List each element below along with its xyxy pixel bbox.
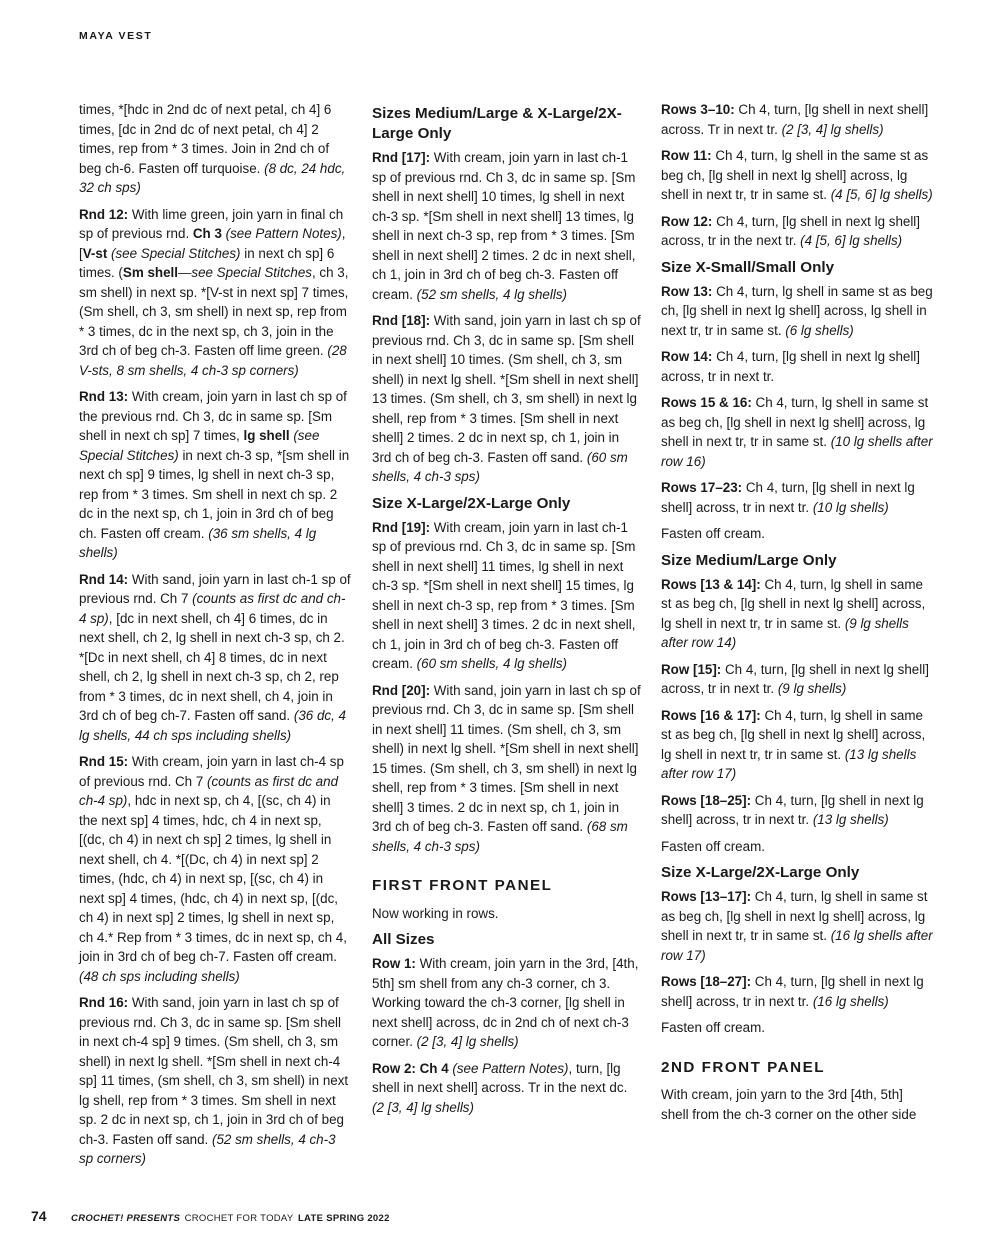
section-subheading: Size Medium/Large Only (661, 551, 837, 569)
issue-label: LATE SPRING 2022 (297, 1213, 390, 1224)
instruction-text: With sand, join yarn in last ch sp of previous rnd. Ch 3, dc in same sp. [Sm shell in next ch-4 sp] 9 times. (Sm shell, ch 3, sm shell) in next lg shell. *[Sm shell in next ch-4 sp] 11 times, (sm shell, ch 3, sm shell) in next lg shell, rep from * 3 times. Sm shell in next sp. 2 dc in next sp, ch 1, join in 3rd ch of beg ch-3. Fasten off sand. (79, 995, 349, 1147)
instruction-text: Ch 4, turn, [lg shell in next lg shell] across, tr in the next tr. (661, 213, 921, 248)
instruction-paragraph (79, 100, 351, 198)
row-label: Rnd 14: (79, 571, 129, 587)
instruction-paragraph (661, 972, 933, 1011)
instruction-text: in next ch sp] 6 times. ( (79, 245, 335, 280)
row-label: Sm shell (122, 265, 178, 280)
stitch-note: (68 sm shells, 4 ch-3 sps) (372, 819, 628, 854)
stitch-note: (52 sm shells, 4 ch-3 sp corners) (79, 1131, 336, 1166)
instruction-paragraph (661, 146, 933, 205)
row-label: V-st (82, 245, 108, 261)
section-heading: 2ND FRONT PANEL (661, 1058, 825, 1076)
running-header: MAYA VEST (79, 30, 153, 42)
instruction-text: Ch 4, turn, lg shell in same st as beg ch, [lg shell in next lg shell] across, lg shell in next tr, tr in same st. (661, 889, 928, 943)
text-column-2 (372, 100, 642, 1124)
row-label: Rnd 12: (79, 206, 129, 222)
page-number: 74 (31, 1208, 47, 1224)
instruction-paragraph (661, 1085, 933, 1124)
stitch-note: (counts as first dc and ch-4 sp) (79, 591, 346, 626)
row-label: Rows [18–25]: (661, 792, 752, 808)
instruction-text: times, *[hdc in 2nd dc of next petal, ch 4] 6 times, [dc in 2nd dc of next petal, ch 4] 2 times, rep from * 3 times. Join in 2nd ch of beg ch-6. Fasten off turquoise. (79, 102, 332, 176)
instruction-text: Ch 4, turn, [lg shell in next lg shell] across, tr in next tr. (661, 349, 921, 384)
instruction-text: Ch 4, turn, [lg shell in next lg shell] across, tr in next tr. (661, 480, 915, 515)
instruction-text: With cream, join yarn in last ch-1 sp of previous rnd. Ch 3, dc in same sp. [Sm shell in next shell] 10 times, lg shell in next ch-3 sp. *[Sm shell in next shell] 13 times, lg shell in next ch-3 sp, rep from * 3 times. [Sm shell in next shell] 2 times. 2 dc in next shell, ch 1, join in 3rd ch of beg ch-3. Fasten off cream. (372, 150, 636, 302)
instruction-paragraph (661, 524, 933, 544)
instruction-paragraph (661, 837, 933, 857)
instruction-paragraph (661, 1018, 933, 1038)
stitch-note: (see Special Stitches) (107, 245, 241, 261)
instruction-text: Ch 4, turn, lg shell in same st as beg ch, [lg shell in next lg shell] across, lg shell in next tr, tr in same st. (661, 283, 933, 338)
instruction-text: , ch 3, sm shell) in next sp. *[V-st in next sp] 7 times, (Sm shell, ch 3, sm shell) in next sp, rep from * 3 times, dc in the next sp, ch 3, join in the 3rd ch of beg ch-3. Fasten off lime green. (79, 265, 349, 358)
publication-subtitle: CROCHET FOR TODAY (184, 1213, 294, 1224)
row-label: Rnd 13: (79, 389, 129, 404)
instruction-text: Ch 4, turn, lg shell in same st as beg ch, [lg shell in next lg shell] across, lg shell in next tr, tr in same st. (661, 707, 926, 762)
row-label: Rnd [20]: (372, 682, 431, 698)
instruction-text: , [dc in next shell, ch 4] 6 times, dc in next shell, ch 2, lg shell in next ch-3 sp, ch 2. *[Dc in next shell, ch 4] 8 times, dc in next shell, ch 2, lg shell in next ch-3 sp, ch 2, rep from * 3 times, dc in next shell, ch 4, join in 3rd ch of beg ch-7. Fasten off sand. (79, 610, 345, 723)
instruction-text: With cream, join yarn in last ch-1 sp of previous rnd. Ch 3, dc in same sp. [Sm shell in next shell] 11 times, lg shell in next ch-3 sp. *[Sm shell in next shell] 15 times, lg shell in next ch-3 sp, rep from * 3 times. [Sm shell in next shell] 3 times. 2 dc in next shell, ch 1, join in 3rd ch of beg ch-3. Fasten off cream. (372, 519, 636, 671)
instruction-text: With sand, join yarn in last ch-1 sp of previous rnd. Ch 7 (79, 571, 351, 606)
page-footer (31, 1208, 390, 1226)
row-label: Ch 4 (419, 1060, 449, 1076)
row-label: Rnd 16: (79, 995, 129, 1010)
text-column-1 (79, 100, 351, 1176)
instruction-paragraph (661, 575, 933, 653)
instruction-text: Ch 4, turn, [lg shell in next lg shell] across, tr in next tr. (661, 974, 924, 1009)
instruction-paragraph (372, 954, 642, 1052)
instruction-text: With cream, join yarn to the 3rd [4th, 5th] shell from the ch-3 corner on the other side (661, 1087, 917, 1122)
instruction-paragraph (79, 570, 351, 746)
instruction-text: Ch 4, turn, lg shell in same st as beg ch, [lg shell in next lg shell] across, lg shell in next tr, tr in same st. (661, 576, 926, 631)
stitch-note: (13 lg shells) (812, 812, 889, 827)
stitch-note: —see Special Stitches (177, 265, 312, 280)
instruction-text: Ch 4, turn, lg shell in the same st as beg ch, [lg shell in next lg shell] across, lg shell in next tr, tr in same st. (661, 148, 929, 202)
instruction-text: Ch 4, turn, [lg shell in next lg shell] across, tr in next tr. (661, 792, 924, 827)
instruction-text: With lime green, join yarn in final ch sp of previous rnd. (79, 206, 344, 241)
instruction-paragraph (79, 993, 351, 1169)
instruction-paragraph (372, 311, 642, 487)
instruction-text: Now working in rows. (372, 905, 499, 921)
instruction-paragraph (372, 1059, 642, 1118)
stitch-note: (2 [3, 4] lg shells) (781, 121, 884, 137)
stitch-note: (36 dc, 4 lg shells, 44 ch sps including shells) (79, 708, 346, 743)
instruction-text: With cream, join yarn in last ch sp of the previous rnd. Ch 3, dc in same sp. [Sm shell in next ch sp] 7 times, (79, 389, 347, 443)
instruction-text: Fasten off cream. (661, 838, 765, 854)
instruction-text: With sand, join yarn in last ch sp of previous rnd. Ch 3, dc in same sp. [Sm shell in next shell] 11 times. (Sm shell, ch 3, sm shell) in next lg shell. *[Sm shell in next shell] 15 times. (Sm shell, ch 3, sm shell) in next lg shell, rep from * 3 times. [Sm shell in next shell] 3 times. 2 dc in next sp, ch 1, join in 3rd ch of beg ch-3. Fasten off sand. (372, 682, 641, 834)
row-label: Rnd [17]: (372, 150, 431, 165)
row-label: Rows 3–10: (661, 102, 735, 117)
instruction-text: Fasten off cream. (661, 1020, 765, 1035)
section-subheading: Sizes Medium/Large & X-Large/2X-Large Only (372, 105, 622, 142)
instruction-paragraph (661, 393, 933, 471)
instruction-text: Ch 4, turn, [lg shell in next shell] across. Tr in next tr. (661, 102, 929, 137)
instruction-paragraph (661, 706, 933, 784)
stitch-note: (2 [3, 4] lg shells) (372, 1099, 474, 1115)
row-label: Row 13: (661, 283, 713, 299)
instruction-paragraph (372, 148, 642, 304)
stitch-note: (see Pattern Notes) (221, 226, 342, 241)
instruction-paragraph (661, 347, 933, 386)
stitch-note: (10 lg shells after row 16) (661, 434, 933, 469)
row-label: Rows [13 & 14]: (661, 576, 761, 592)
stitch-note: (4 [5, 6] lg shells) (800, 233, 903, 248)
section-subheading: Size X-Small/Small Only (661, 258, 835, 276)
row-label: Row [15]: (661, 661, 722, 677)
stitch-note: (16 lg shells) (812, 993, 889, 1009)
stitch-note: (counts as first dc and ch-4 sp) (79, 773, 339, 808)
instruction-text: in next ch-3 sp, *[sm shell in next ch sp] 9 times, lg shell in next ch-3 sp, rep from * 3 times. Sm shell in next ch sp. 2 dc in the next sp, ch 1, join in 3rd ch of beg ch. Fasten off cream. (79, 447, 350, 541)
stitch-note: (16 lg shells after row 17) (661, 928, 933, 963)
instruction-paragraph (79, 205, 351, 381)
stitch-note: (13 lg shells after row 17) (661, 746, 917, 781)
instruction-text: Ch 4, turn, [lg shell in next lg shell] across, tr in next tr. (661, 661, 929, 696)
row-label: Row 11: (661, 148, 712, 163)
instruction-paragraph (79, 752, 351, 986)
section-heading: FIRST FRONT PANEL (372, 877, 553, 894)
row-label: Rnd 15: (79, 754, 129, 769)
stitch-note: (see Special Stitches) (79, 428, 320, 463)
instruction-paragraph (661, 660, 933, 699)
stitch-note: (9 lg shells after row 14) (661, 615, 909, 650)
instruction-paragraph (372, 681, 642, 857)
instruction-paragraph (661, 100, 933, 139)
instruction-paragraph (661, 887, 933, 965)
stitch-note: (36 sm shells, 4 lg shells) (79, 525, 317, 560)
row-label: Rnd [18]: (372, 313, 431, 328)
stitch-note: (48 ch sps including shells) (79, 968, 240, 984)
stitch-note: (4 [5, 6] lg shells) (830, 187, 933, 202)
row-label: Ch 3 (192, 226, 222, 241)
stitch-note: (see Pattern Notes) (448, 1060, 569, 1076)
row-label: Row 2: (372, 1060, 416, 1076)
section-subheading: Size X-Large/2X-Large Only (372, 494, 571, 512)
row-label: Rows [16 & 17]: (661, 707, 761, 723)
row-label: Rows [18–27]: (661, 974, 752, 989)
stitch-note: (28 V-sts, 8 sm shells, 4 ch-3 sp corners) (79, 343, 347, 378)
instruction-paragraph (372, 518, 642, 674)
row-label: Rnd [19]: (372, 519, 431, 535)
instruction-text: With sand, join yarn in last ch sp of previous rnd. Ch 3, dc in same sp. [Sm shell in next shell] 10 times. (Sm shell, ch 3, sm shell) in next lg shell. *[Sm shell in next shell] 13 times. (Sm shell, ch 3, sm shell) in next lg shell, rep from * 3 times. [Sm shell in next shell] 2 times. 2 dc in next sp, ch 1, join in 3rd ch of beg ch-3. Fasten off sand. (372, 313, 641, 465)
instruction-paragraph (372, 904, 642, 924)
instruction-text: With cream, join yarn in the 3rd, [4th, 5th] sm shell from any ch-3 corner, ch 3. Working toward the ch-3 corner, [lg shell in next shell] across, dc in 2nd ch of next ch-3 corner. (372, 956, 639, 1049)
section-subheading: Size X-Large/2X-Large Only (661, 864, 860, 881)
instruction-paragraph (661, 478, 933, 517)
stitch-note: (60 sm shells, 4 ch-3 sps) (372, 449, 628, 484)
instruction-text: Fasten off cream. (661, 526, 765, 541)
stitch-note: (9 lg shells) (777, 681, 847, 696)
instruction-text: , [ (79, 226, 346, 261)
text-column-3 (661, 100, 933, 1131)
stitch-note: (8 dc, 24 hdc, 32 ch sps) (79, 160, 346, 195)
stitch-note: (60 sm shells, 4 lg shells) (416, 656, 567, 671)
instruction-paragraph (661, 282, 933, 341)
section-subheading: All Sizes (372, 931, 435, 948)
stitch-note: (52 sm shells, 4 lg shells) (416, 286, 567, 302)
instruction-paragraph (79, 387, 351, 563)
row-label: lg shell (243, 428, 290, 443)
stitch-note: (2 [3, 4] lg shells) (416, 1034, 519, 1049)
row-label: Row 12: (661, 213, 713, 229)
row-label: Rows 17–23: (661, 480, 743, 495)
instruction-paragraph (661, 791, 933, 830)
row-label: Rows 15 & 16: (661, 395, 752, 410)
instruction-text: , turn, [lg shell in next shell] across. Tr in the next dc. (372, 1060, 628, 1095)
stitch-note: (6 lg shells) (785, 322, 854, 338)
instruction-text: , hdc in next sp, ch 4, [(sc, ch 4) in the next sp] 4 times, hdc, ch 4 in next sp, [(dc, ch 4) in next ch sp] 2 times, lg shell in next shell, ch 4. *[(Dc, ch 4) in next sp] 2 times, (hdc, ch 4) in next sp, [(sc, ch 4) in next sp] 4 times, (hdc, ch 4) in next sp, [(dc, ch 4) in next sp] 2 times, lg shell in next sp, ch 4.* Rep from * 3 times, dc in next sp, ch 4, join in 3rd ch of beg ch-7. Fasten off cream. (79, 793, 347, 964)
row-label: Row 14: (661, 349, 713, 364)
row-label: Row 1: (372, 956, 416, 971)
publication-name: CROCHET! PRESENTS (71, 1213, 181, 1224)
stitch-note: (10 lg shells) (812, 499, 889, 515)
row-label: Rows [13–17]: (661, 889, 752, 904)
instruction-text: With cream, join yarn in last ch-4 sp of previous rnd. Ch 7 (79, 754, 344, 789)
instruction-text: Ch 4, turn, lg shell in same st as beg ch, [lg shell in next lg shell] across, lg shell in next tr, tr in same st. (661, 395, 929, 449)
instruction-paragraph (661, 212, 933, 251)
